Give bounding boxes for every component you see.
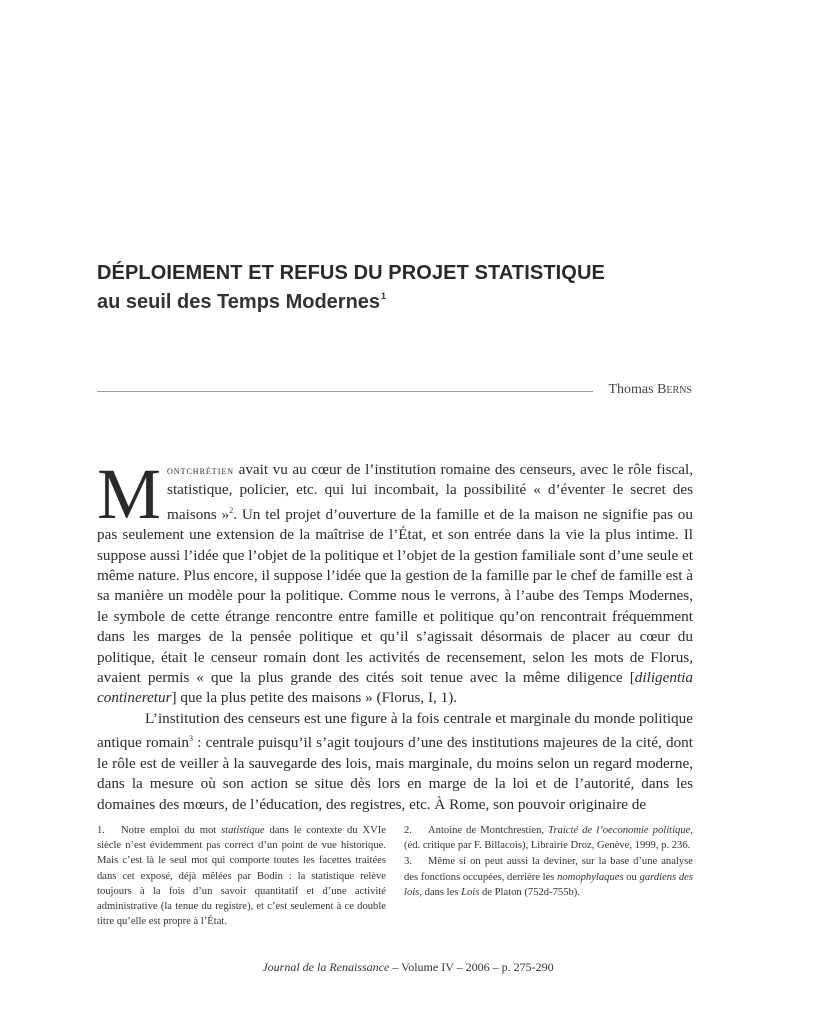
footnote-3-text-c: , dans les xyxy=(419,886,462,898)
page-footer xyxy=(0,960,816,975)
footnote-3 xyxy=(404,854,693,900)
paragraph-2-text-b: : centrale puisqu’il s’agit toujours d’une des institutions majeures de la cité, dont le rôle est de veiller à la sauvegarde des lois, mais marginale, du moins selon un regard moderne, dans la mesure où son action se situe dès lors en marge de la loi et de l’autorité, dans les domaines des mœurs, de l’éducation, des registres, etc. À Rome, son pouvoir originaire de xyxy=(97,734,693,813)
footnote-2-text-a: Antoine de Montchrestien, xyxy=(428,825,549,836)
subtitle-note-ref: 1 xyxy=(381,291,387,301)
footnote-2-text-b: , (éd. critique par F. Billacois), Librairie Droz, Genève, 1999, p. 236. xyxy=(404,825,693,852)
latin-quote: diligentia contineretur xyxy=(97,669,693,707)
subtitle-text: au seuil des Temps Modernes xyxy=(97,291,381,313)
author-last-name: Berns xyxy=(657,382,692,397)
author-first-name: Thomas xyxy=(608,382,654,397)
footnote-3-italic-3: Lois xyxy=(461,886,480,898)
footnote-3-italic-2: gardiens des lois xyxy=(404,871,693,898)
footnote-2-italic: Traicté de l’oeconomie politique xyxy=(548,825,691,836)
footnote-1 xyxy=(97,823,386,929)
footnote-2 xyxy=(404,823,693,853)
footnote-1-text-a: Notre emploi du mot xyxy=(121,825,222,836)
paragraph-1-text-c: ] que la plus petite des maisons » (Florus, I, 1). xyxy=(171,689,458,707)
author-name xyxy=(608,382,692,398)
article-body xyxy=(97,454,693,815)
lead-in-smallcaps: ontchrétien xyxy=(167,463,235,477)
footnote-2-number: 2. xyxy=(404,825,412,836)
footnote-ref-2: 2 xyxy=(229,505,234,515)
paragraph-2-text-a: L’institution des censeurs est une figure à la fois centrale et marginale du monde politique antique romain xyxy=(97,709,693,752)
footnote-3-text-b: ou xyxy=(623,871,640,883)
paragraph-1-text-a: avait vu au cœur de l’institution romaine des censeurs, avec le rôle fiscal, statistique, policier, etc. qui lui incombait, la possibilité « d’éventer le secret des maisons » xyxy=(167,461,693,523)
drop-cap: M xyxy=(97,454,162,534)
footnote-ref-3: 3 xyxy=(188,734,193,744)
article-subtitle xyxy=(97,291,386,314)
article-title: DÉPLOIEMENT ET REFUS DU PROJET STATISTIQUE xyxy=(97,262,605,284)
footnote-3-text-d: de Platon (752d-755b). xyxy=(479,886,580,898)
footnote-1-number: 1. xyxy=(97,825,105,836)
footnotes-right-column xyxy=(404,823,693,901)
footnote-1-text-b: dans le contexte du XVIe siècle n’est évidemment pas correct d’un point de vue historique. Mais c’est là le seul mot qui comporte toutes les facettes traitées dans cet exposé, déjà mêlées par Bodin : la statistique relève toujours à la fois d’un savoir quantitatif et d’une activité administrative (la tenue du registre), et c’est seulement à ce double titre qu’elle est propre à l’État. xyxy=(97,825,386,928)
paragraph-1-text-b: . Un tel projet d’ouverture de la famille et de la maison ne signifie pas ou pas seulement une extension de la maîtrise de l’État, et son entrée dans la vie la plus intime. Il suppose aussi l’idée que l’objet de la politique et l’objet de la gestion familiale sont d’une seule et même nature. Plus encore, il suppose l’idée que la gestion de la famille par le chef de famille est à sa manière un modèle pour la politique. Comme nous le verrons, à l’aube des Temps Modernes, le symbole de cette étrange rencontre entre famille et politique qu’on rencontrait fréquemment dans les marges de la pensée politique et qu’il s’agissait désormais de placer au cœur du politique, était le censeur romain dont les activités de recensement, selon les mots de Florus, avaient permis « que la plus grande des cités soit tenue avec la même diligence [ xyxy=(97,505,693,687)
volume-pages: – Volume IV – 2006 – p. 275-290 xyxy=(389,960,554,974)
paragraph-2 xyxy=(97,709,693,815)
author-rule xyxy=(97,391,593,392)
footnote-1-italic: statistique xyxy=(221,825,265,836)
paragraph-1 xyxy=(97,454,693,709)
footnotes-left-column xyxy=(97,823,386,930)
footnote-3-number: 3. xyxy=(404,856,412,868)
journal-name: Journal de la Renaissance xyxy=(262,960,390,974)
footnote-3-text-a: Même si on peut aussi la deviner, sur la base d’une analyse des fonctions occupées, derrière les xyxy=(404,856,693,883)
footnote-3-italic-1: nomophylaques xyxy=(557,871,624,883)
